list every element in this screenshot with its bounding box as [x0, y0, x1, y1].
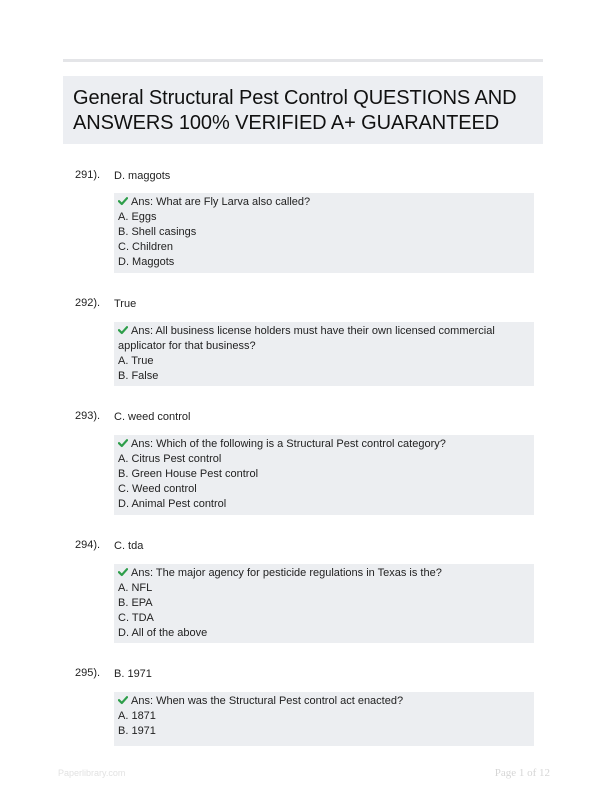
answer-prompt-text: Ans: The major agency for pesticide regulations in Texas is the?	[131, 567, 442, 579]
answer-box	[114, 322, 534, 386]
check-icon	[118, 438, 128, 448]
option-line: B. False	[118, 370, 159, 382]
answer-prompt-text: Ans: Which of the following is a Structural Pest control category?	[131, 438, 446, 450]
answer-prompt	[118, 437, 530, 452]
option-line: A. 1871	[118, 710, 156, 722]
title-banner	[63, 76, 543, 144]
question-number: 294).	[75, 539, 101, 551]
answer-prompt	[118, 195, 530, 210]
question-number: 292).	[75, 297, 101, 309]
option-line: D. Animal Pest control	[118, 498, 227, 510]
option-line: C. Children	[118, 241, 174, 253]
answer-prompt	[118, 324, 530, 339]
question-answer: True	[114, 298, 137, 310]
check-icon	[118, 196, 128, 206]
question-answer: C. weed control	[114, 411, 191, 423]
option-line: B. EPA	[118, 597, 153, 609]
top-divider	[63, 59, 543, 62]
question-number: 291).	[75, 169, 101, 181]
option-line: C. Weed control	[118, 483, 197, 495]
check-icon	[118, 325, 128, 335]
option-line: A. Citrus Pest control	[118, 453, 222, 465]
answer-prompt	[118, 566, 530, 581]
question-answer: B. 1971	[114, 668, 152, 680]
question-number: 293).	[75, 410, 101, 422]
page-indicator: Page 1 of 12	[494, 767, 550, 779]
option-line: D. All of the above	[118, 627, 208, 639]
option-line: B. 1971	[118, 725, 156, 737]
footer-site-watermark: Paperlibrary.com	[58, 768, 126, 778]
option-line: B. Green House Pest control	[118, 468, 259, 480]
answer-box	[114, 564, 534, 643]
answer-prompt-text: Ans: What are Fly Larva also called?	[131, 196, 311, 208]
answer-prompt-text: Ans: When was the Structural Pest control act enacted?	[131, 695, 404, 707]
option-line: B. Shell casings	[118, 226, 197, 238]
question-number: 295).	[75, 667, 101, 679]
check-icon	[118, 567, 128, 577]
document-title: General Structural Pest Control QUESTIONS AND ANSWERS 100% VERIFIED A+ GUARANTEED	[73, 87, 517, 134]
option-line: A. True	[118, 355, 154, 367]
option-line: A. Eggs	[118, 211, 157, 223]
answer-box	[114, 692, 534, 746]
answer-prompt-continued: applicator for that business?	[118, 340, 256, 352]
answer-box	[114, 193, 534, 273]
answer-prompt-text: Ans: All business license holders must have their own licensed commercial	[131, 325, 495, 337]
answer-box	[114, 435, 534, 515]
answer-prompt	[118, 694, 530, 709]
question-answer: C. tda	[114, 540, 144, 552]
option-line: A. NFL	[118, 582, 153, 594]
question-answer: D. maggots	[114, 170, 171, 182]
option-line: C. TDA	[118, 612, 154, 624]
option-line: D. Maggots	[118, 256, 175, 268]
check-icon	[118, 695, 128, 705]
